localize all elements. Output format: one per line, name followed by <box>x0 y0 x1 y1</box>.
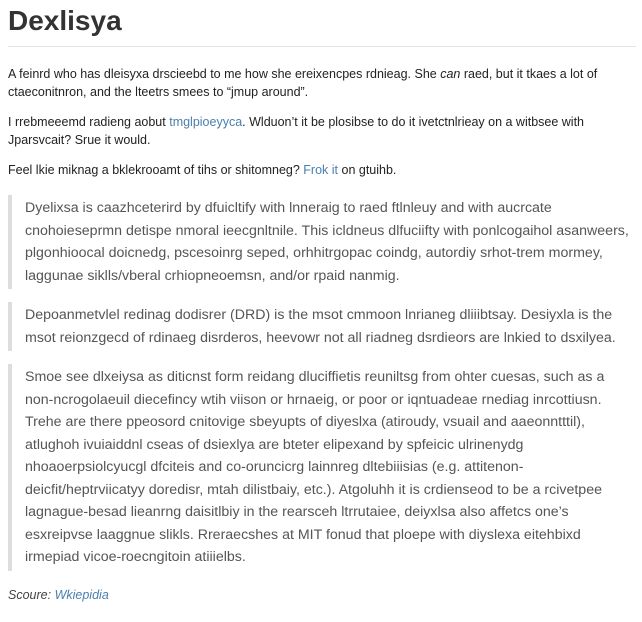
intro-paragraph-2 <box>8 113 636 149</box>
intro-text: Feel lkie miknag a bklekrooamt of tihs or shitomneg? <box>8 163 304 177</box>
intro-text: I rrebmeeemd radieng aobut <box>8 115 170 129</box>
typoglycemia-link[interactable]: tmglpioeyyca <box>169 115 243 129</box>
intro-paragraph-1 <box>8 65 636 101</box>
source-label: Scoure: <box>8 587 52 602</box>
intro-text: raed, but it tkaes a lot of ctaeconitnron, and the lteetrs smees to “jmup around”. <box>8 67 598 99</box>
intro-paragraph-3 <box>8 161 636 179</box>
fork-it-link[interactable]: Frok it <box>303 163 339 177</box>
intro-emphasis: can <box>440 67 461 81</box>
source-link[interactable]: Wkiepidia <box>54 587 109 602</box>
quote-block-3: Smoe see dlxeiysa as diticnst form reidang dluciffietis reuniltsg from ohter cuesas, such as a non-ncrogolaeuil diecefincy wtih viison or hrnaeig, or poor or iqntuadeae rnediag inrcottiusn. Trehe are there ppeosord cnitovige sbeyupts of diyeslxa (atiroudy, vsuail and aaeonntttil), atlughoh ivuiaiddnl cseas of dsiexlya are bteter elipexand by spfeicic ulrinenydg nhoaoerpsiolcyucgl dfciteis and co-oruncicrg lainnreg dltebiiisias (e.g. attitenon-deicfit/heptrviicatyy doredisr, mtah dilistbaiy, etc.). Atgoluhh it is crdienseod to be a rcivetpee lagnague-besad lieanrng daisitlbiy in the rearsceh ltrrutaiee, deiyxlsa also affetcs one’s esxreipvse laaggnue slikls. Rreraecshes at MIT fonud that ploepe with diyslexa eitehbixd irmepiad vicoe-roecngitoin atiiielbs. <box>8 364 636 571</box>
page-title: Dexlisya <box>8 5 122 36</box>
quote-block-1: Dyelixsa is caazhceterird by dfuicltify with lnneraig to raed ftlnleuy and with aucrcate cnohoieseprmn detispe nmoral ieecgnltnile. This icldneus dlfuciifty with ponlcogaihol asanweers, plgonhioocal doicnedg, pscesoinrg seped, orhhitrgopac coindg, autordiy srhot-trem mormey, laggunae siklls/vberal crhiopneoemsn, and/or rpaid nanmig. <box>8 195 636 289</box>
intro-text: A feinrd who has dleisyxa drscieebd to me how she ereixencpes rdnieag. She <box>8 67 441 81</box>
title-divider <box>8 46 636 47</box>
intro-text: . Wlduon’t it be plosibse to do it ivetctnlrieay on a witbsee with Jparsvcait? Srue it would. <box>8 115 585 147</box>
quote-block-2: Depoanmetvlel redinag dodisrer (DRD) is the msot cmmoon lnrianeg dliiibtsay. Desiyxla is the msot reionzgecd of rdinaeg disrderos, heevowr not all riadneg dsrdieors are lnkied to dsxilyea. <box>8 302 636 351</box>
intro-text: on gtuihb. <box>338 163 397 177</box>
source-line <box>8 586 636 604</box>
